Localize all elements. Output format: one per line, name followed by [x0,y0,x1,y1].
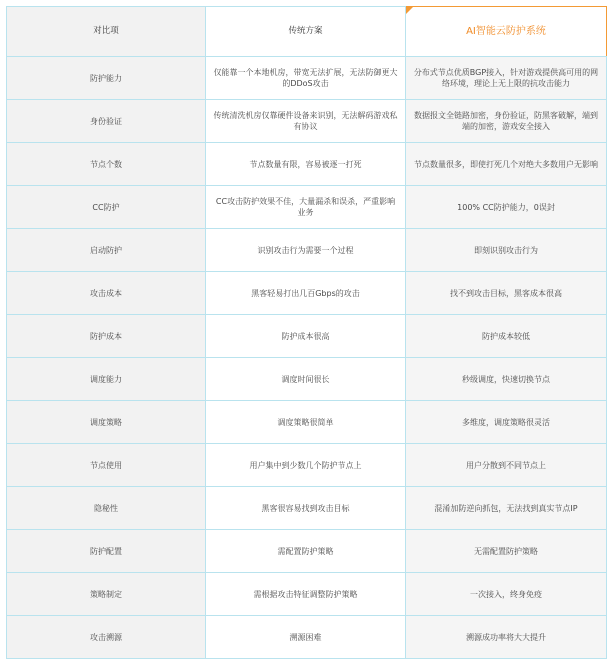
header-traditional: 传统方案 [206,7,406,57]
row-label: 调度策略 [7,401,206,444]
table-header [7,7,607,57]
ai-cell: 无需配置防护策略 [406,530,607,573]
table-row [7,444,607,487]
ai-cell: 找不到攻击目标，黑客成本很高 [406,272,607,315]
table-row [7,57,607,100]
traditional-cell: 需根据攻击特征调整防护策略 [206,573,406,616]
row-label: 调度能力 [7,358,206,401]
ai-cell: 秒级调度，快速切换节点 [406,358,607,401]
traditional-cell: 调度时间很长 [206,358,406,401]
header-compare-item: 对比项 [7,7,206,57]
traditional-cell: 防护成本很高 [206,315,406,358]
ai-cell: 节点数量很多，即使打死几个对绝大多数用户无影响 [406,143,607,186]
table-row [7,143,607,186]
traditional-cell: 传统清洗机房仅靠硬件设备来识别，无法解码游戏私有协议 [206,100,406,143]
header-ai-cloud [406,7,607,57]
table-row [7,358,607,401]
table-row [7,487,607,530]
row-label: CC防护 [7,186,206,229]
ai-cell: 溯源成功率将大大提升 [406,616,607,659]
traditional-cell: 溯源困难 [206,616,406,659]
traditional-cell: 用户集中到少数几个防护节点上 [206,444,406,487]
traditional-cell: 仅能靠一个本地机房，带宽无法扩展，无法防御更大的DDoS攻击 [206,57,406,100]
row-label: 防护配置 [7,530,206,573]
row-label: 隐秘性 [7,487,206,530]
comparison-table [6,6,607,659]
ai-cell: 混淆加防逆向抓包，无法找到真实节点IP [406,487,607,530]
row-label: 策略制定 [7,573,206,616]
traditional-cell: 黑客很容易找到攻击目标 [206,487,406,530]
row-label: 节点使用 [7,444,206,487]
row-label: 启动防护 [7,229,206,272]
traditional-cell: 调度策略很简单 [206,401,406,444]
ai-cell: 一次接入，终身免疫 [406,573,607,616]
table-row [7,229,607,272]
row-label: 防护成本 [7,315,206,358]
traditional-cell: 黑客轻易打出几百Gbps的攻击 [206,272,406,315]
row-label: 身份验证 [7,100,206,143]
traditional-cell: CC攻击防护效果不佳，大量漏杀和误杀，严重影响业务 [206,186,406,229]
table-row [7,100,607,143]
ai-cell: 分布式节点优质BGP接入，针对游戏提供高可用的网络环境，理论上无上限的抗攻击能力 [406,57,607,100]
table-row [7,315,607,358]
table-row [7,616,607,659]
table-row [7,401,607,444]
ai-cell: 100% CC防护能力，0误封 [406,186,607,229]
header-row [7,7,607,57]
row-label: 节点个数 [7,143,206,186]
table-body [7,57,607,659]
traditional-cell: 节点数量有限，容易被逐一打死 [206,143,406,186]
ai-cell: 防护成本较低 [406,315,607,358]
header-ai-cloud-label: AI智能云防护系统 [466,26,546,37]
row-label: 攻击成本 [7,272,206,315]
table-row [7,530,607,573]
corner-flag-icon [406,7,415,16]
ai-cell: 多维度，调度策略很灵活 [406,401,607,444]
table-row [7,573,607,616]
row-label: 防护能力 [7,57,206,100]
row-label: 攻击溯源 [7,616,206,659]
ai-cell: 即刻识别攻击行为 [406,229,607,272]
table-row [7,186,607,229]
traditional-cell: 识别攻击行为需要一个过程 [206,229,406,272]
ai-cell: 数据报文全链路加密，身份验证，防黑客破解，端到端的加密，游戏安全接入 [406,100,607,143]
table-row [7,272,607,315]
traditional-cell: 需配置防护策略 [206,530,406,573]
ai-cell: 用户分散到不同节点上 [406,444,607,487]
